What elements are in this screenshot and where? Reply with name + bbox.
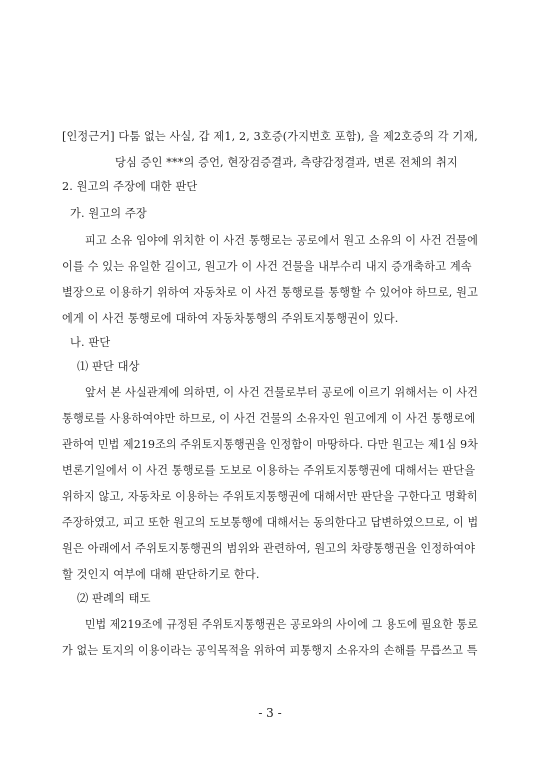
precedent-line: 민법 제219조에 규정된 주위토지통행권은 공로와의 사이에 그 용도에 필요한 통로 bbox=[85, 618, 478, 631]
judgment-line: 앞서 본 사실관계에 의하면, 이 사건 건물로부터 공로에 이르기 위해서는 이 사건 bbox=[85, 386, 479, 399]
claim-line: 이를 수 있는 유일한 길이고, 원고가 이 사건 건물을 내부수리 내지 증개축하고 계속 bbox=[62, 260, 472, 273]
basis-line-1: [인정근거] 다툼 없는 사실, 갑 제1, 2, 3호증(가지번호 포함), 을 제2호증의 각 기재, bbox=[62, 130, 478, 143]
item-1-heading: ⑴ 판단 대상 bbox=[77, 360, 140, 373]
item-2-heading: ⑵ 판례의 태도 bbox=[77, 592, 151, 605]
judgment-line: 원은 아래에서 주위토지통행권의 범위와 관련하여, 원고의 차량통행권을 인정하여야 bbox=[62, 542, 476, 555]
judgment-line: 주장하였고, 피고 또한 원고의 도보통행에 대해서는 동의한다고 답변하였으므로, 이 법 bbox=[62, 516, 479, 529]
claim-line: 에게 이 사건 통행로에 대하여 자동차통행의 주위토지통행권이 있다. bbox=[62, 312, 399, 325]
subsection-b-heading: 나. 판단 bbox=[70, 336, 111, 349]
page-number: - 3 - bbox=[258, 706, 282, 720]
subsection-a-heading: 가. 원고의 주장 bbox=[70, 207, 147, 220]
judgment-line: 통행로를 사용하여야만 하므로, 이 사건 건물의 소유자인 원고에게 이 사건 통행로에 bbox=[62, 412, 476, 425]
basis-line-2: 당심 증인 ***의 증언, 현장검증결과, 측량감정결과, 변론 전체의 취지 bbox=[115, 156, 458, 169]
precedent-line: 가 없는 토지의 이용이라는 공익목적을 위하여 피통행지 소유자의 손해를 무릅쓰고 특 bbox=[62, 644, 478, 657]
claim-line: 별장으로 이용하기 위하여 자동차로 이 사건 통행로를 통행할 수 있어야 하므로, 원고 bbox=[62, 286, 479, 299]
section-2-heading: 2. 원고의 주장에 대한 판단 bbox=[62, 180, 198, 193]
judgment-line: 변론기일에서 이 사건 통행로를 도보로 이용하는 주위토지통행권에 대해서는 판단을 bbox=[62, 464, 476, 477]
judgment-line: 위하지 않고, 자동차로 이용하는 주위토지통행권에 대해서만 판단을 구한다고 명확히 bbox=[62, 490, 478, 503]
judgment-line: 관하여 민법 제219조의 주위토지통행권을 인정함이 마땅하다. 다만 원고는 제1심 9차 bbox=[62, 438, 479, 451]
judgment-line: 할 것인지 여부에 대해 판단하기로 한다. bbox=[62, 568, 260, 581]
claim-line: 피고 소유 임야에 위치한 이 사건 통행로는 공로에서 원고 소유의 이 사건 건물에 bbox=[85, 234, 479, 247]
